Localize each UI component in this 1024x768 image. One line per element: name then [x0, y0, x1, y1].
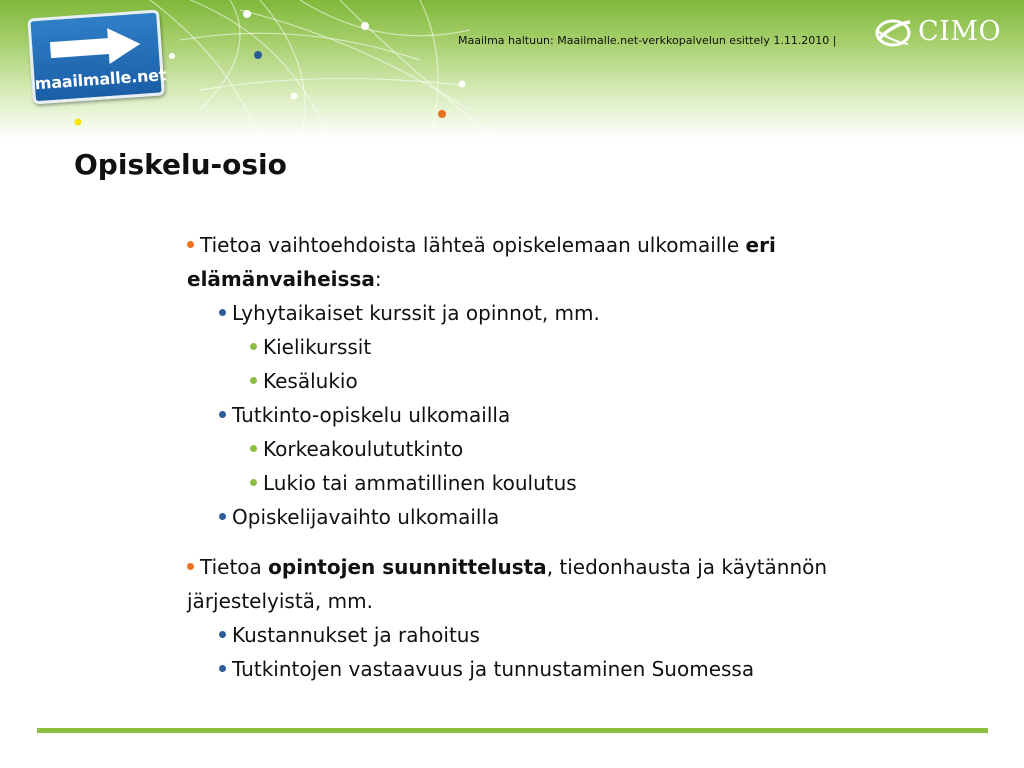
bullet-level2-item [187, 652, 957, 686]
text: Tietoa vaihtoehdoista lähteä opiskelemaan ulkomaille [200, 233, 746, 257]
emphasis-text: eri elämänvaiheissa [187, 233, 776, 291]
page-title: Opiskelu-osio [74, 148, 287, 181]
cimo-logo[interactable] [874, 16, 1004, 52]
green-bullet-icon [250, 479, 257, 486]
text: : [374, 267, 382, 291]
green-bullet-icon [250, 377, 257, 384]
bullet-level3-item [187, 330, 957, 364]
cimo-emblem-icon [874, 18, 912, 48]
footer-divider [37, 728, 988, 733]
cimo-text: CIMO [918, 16, 1002, 47]
bullet-level2-item [187, 618, 957, 652]
bullet-level1-item [187, 550, 957, 618]
text: Tietoa [200, 555, 269, 579]
bullet-level3-item [187, 466, 957, 500]
text: Tutkintojen vastaavuus ja tunnustaminen Suomessa [232, 657, 755, 681]
logo-text: maailmalle.net [34, 65, 167, 94]
text: Tutkinto-opiskelu ulkomailla [232, 403, 511, 427]
text: Kustannukset ja rahoitus [232, 623, 480, 647]
header-banner [0, 0, 1024, 140]
bullet-content [187, 228, 957, 686]
blue-bullet-icon [219, 309, 226, 316]
presentation-info: Maailma haltuun: Maailmalle.net-verkkopalvelun esittely 1.11.2010 | [458, 34, 837, 47]
blue-bullet-icon [219, 513, 226, 520]
orange-bullet-icon [187, 563, 194, 570]
bullet-level1-item [187, 228, 957, 296]
bullet-level3-item [187, 432, 957, 466]
text: Kielikurssit [263, 335, 372, 359]
text: Kesälukio [263, 369, 358, 393]
text: Lukio tai ammatillinen koulutus [263, 471, 577, 495]
green-bullet-icon [250, 445, 257, 452]
text: Lyhytaikaiset kurssit ja opinnot, mm. [232, 301, 600, 325]
text: Opiskelijavaihto ulkomailla [232, 505, 500, 529]
bullet-level3-item [187, 364, 957, 398]
maailmalle-logo[interactable] [27, 10, 167, 103]
bullet-level2-item [187, 296, 957, 330]
emphasis-text: opintojen suunnittelusta [268, 555, 547, 579]
blue-bullet-icon [219, 631, 226, 638]
text: Korkeakoulututkinto [263, 437, 464, 461]
arrow-right-icon [45, 22, 146, 73]
text: , tiedonhausta ja käytännön järjestelyistä, mm. [187, 555, 828, 613]
orange-bullet-icon [187, 241, 194, 248]
blue-bullet-icon [219, 411, 226, 418]
bullet-level2-item [187, 500, 957, 534]
blue-bullet-icon [219, 665, 226, 672]
maailmalle-sign [27, 9, 165, 104]
green-bullet-icon [250, 343, 257, 350]
bullet-level2-item [187, 398, 957, 432]
